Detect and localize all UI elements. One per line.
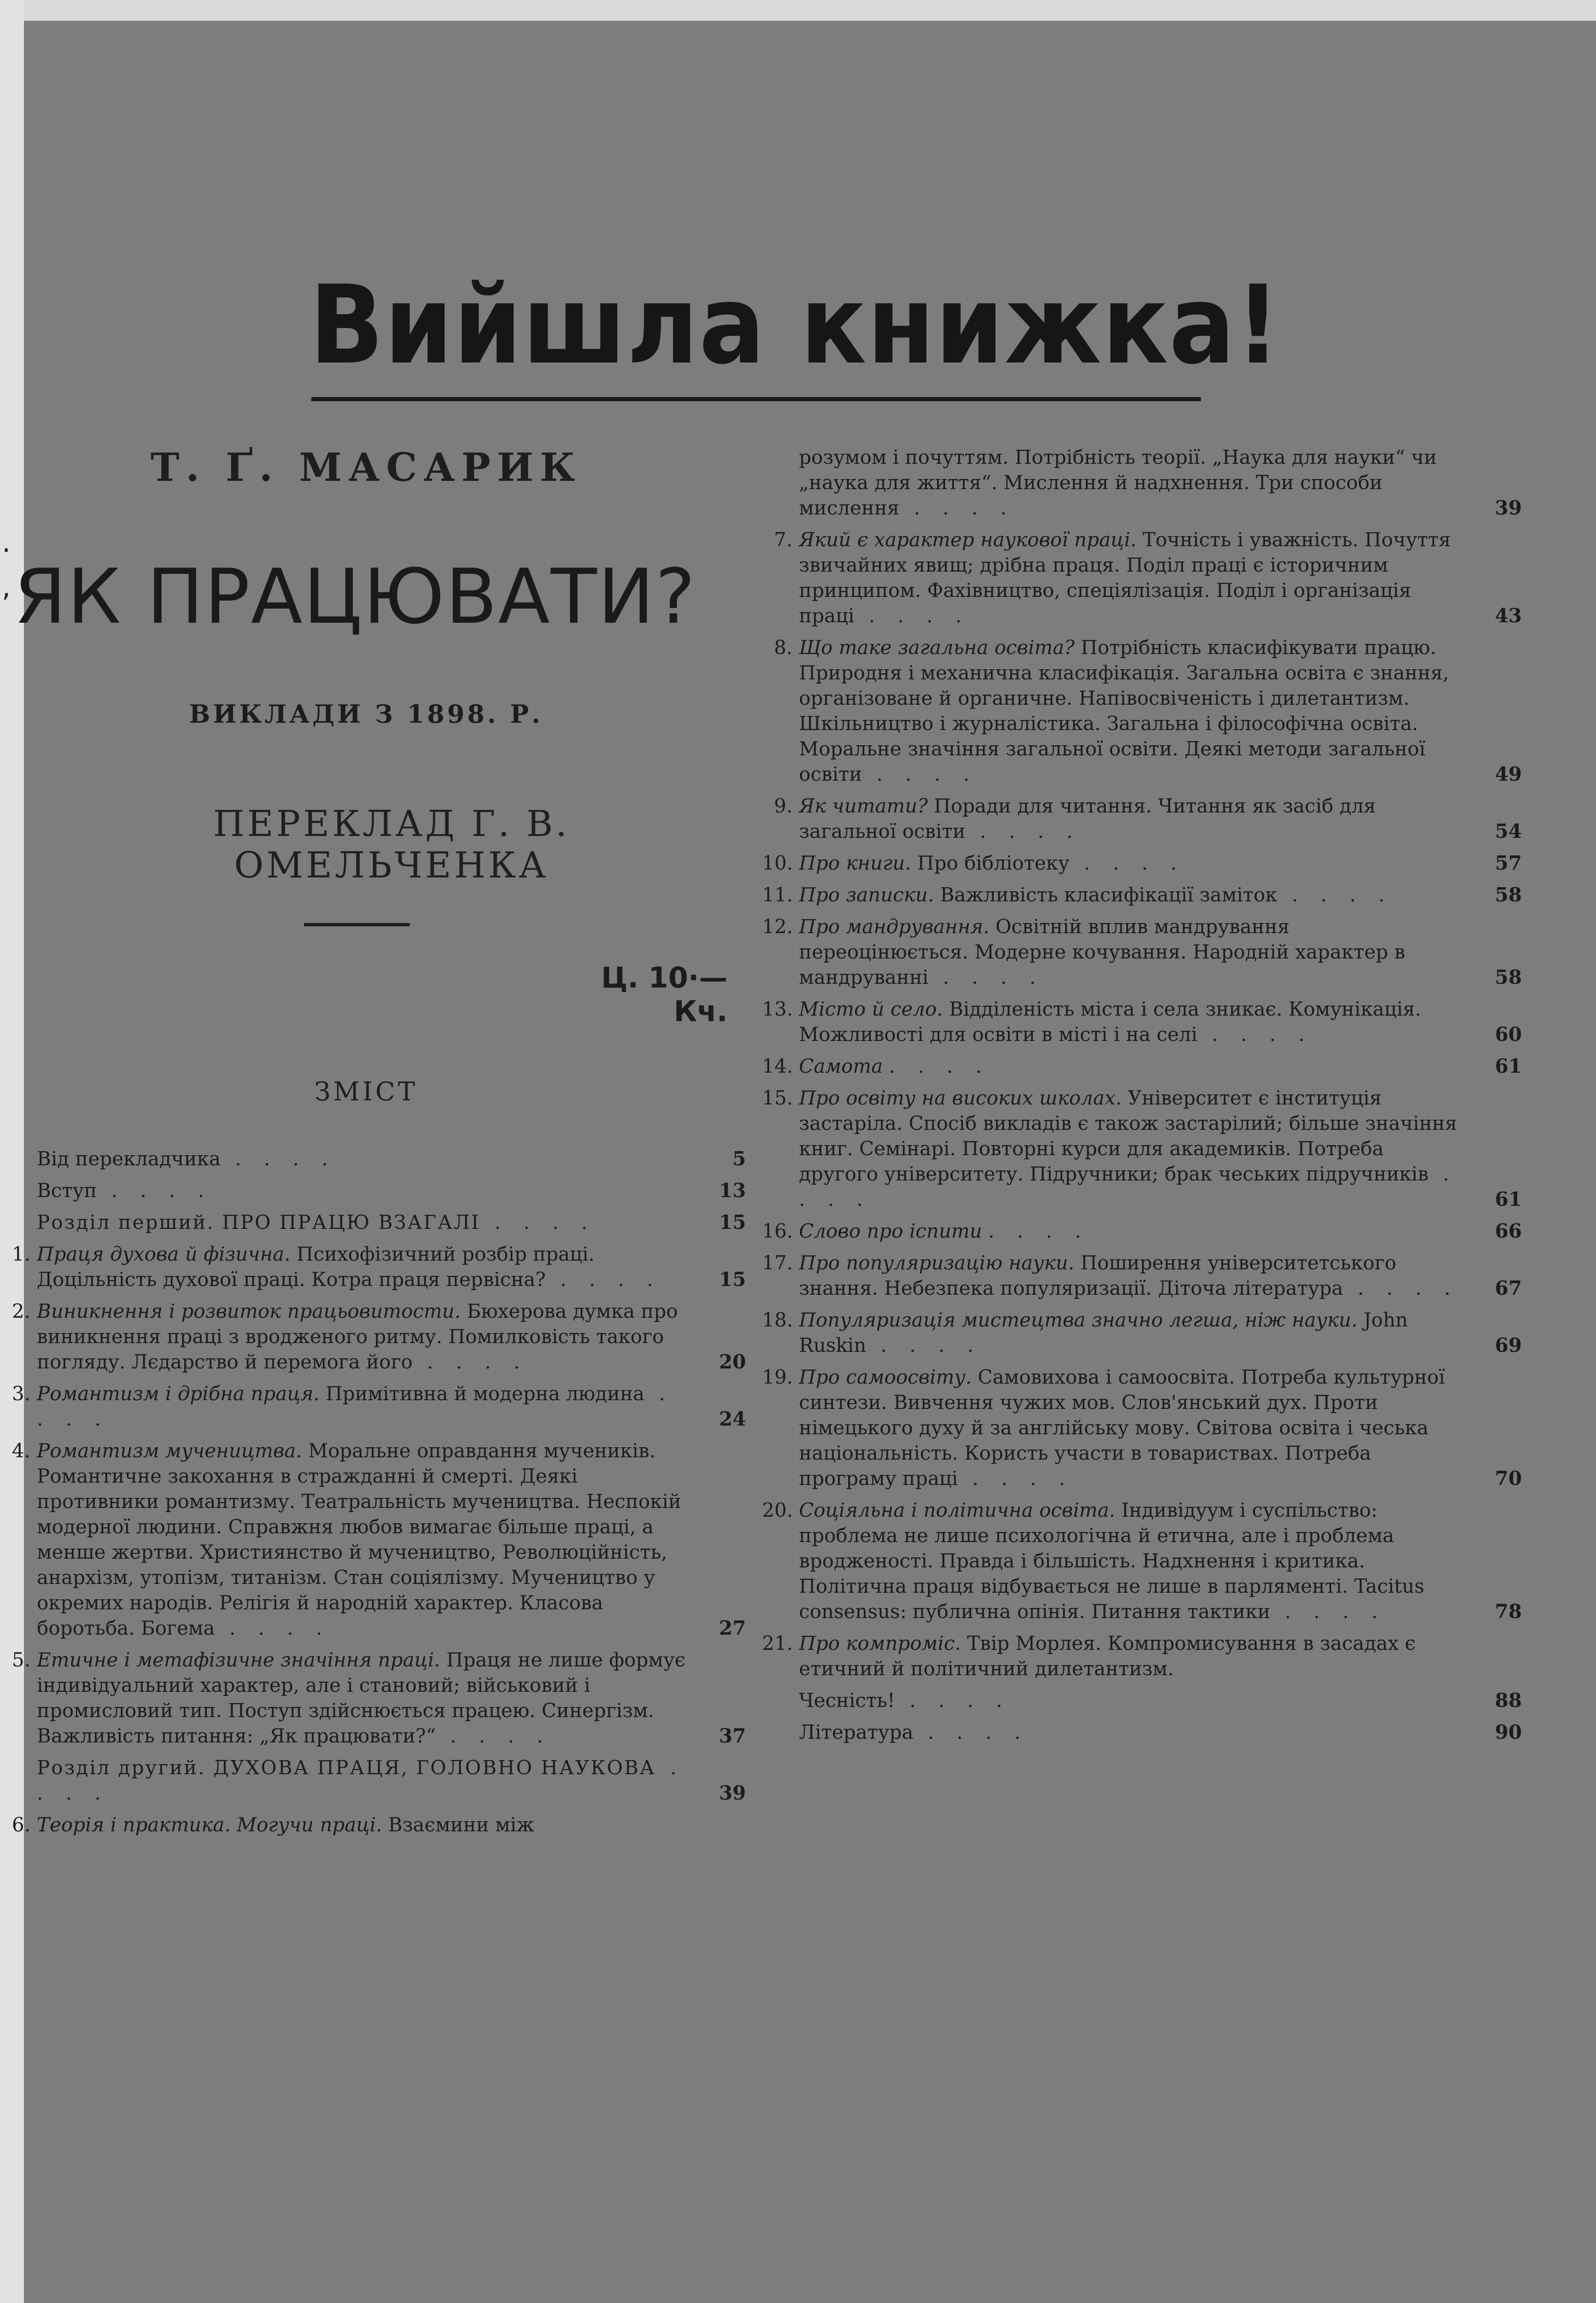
dot-leader: . . . . [37,1756,685,1804]
toc-entry-title: Теорія і практика. Могучи праці. [37,1813,382,1836]
toc-entry-description: Самовихова і самоосвіта. Потреба культурної синтези. Вивчення чужих мов. Слов'янський дух. Проти німецького духу й за англійську мову. Світова освіта і чеська національність. Користь участи в товариствах. Потреба програму праці [799,1366,1445,1490]
scan-margin [0,0,24,2303]
toc-page-number: 43 [1495,604,1522,627]
toc-entry [762,1053,1522,1079]
toc-entry-text [37,1298,686,1374]
dot-leader: . . . . [862,763,978,785]
toc-page-number: 58 [1495,966,1522,988]
toc-entry [12,1381,746,1432]
dot-leader: . . . . [1270,1600,1386,1623]
toc-page-number: 20 [719,1350,746,1373]
toc-entry [799,1719,1522,1745]
toc-entry-number: 10. [762,852,793,874]
toc-entry-description: Примітивна й модерна людина [326,1382,645,1405]
dot-leader: . . . . [958,1467,1073,1490]
toc-entry [762,996,1522,1047]
toc-page-number: 70 [1495,1467,1522,1490]
toc-entry-text [37,1812,686,1837]
toc-entry-description: Вступ [37,1179,97,1202]
edge-mark: , [2,571,11,603]
price: Ц. 10·— Кч. [601,961,728,1028]
dot-leader: . . . . [899,497,1015,519]
toc-entry-description: Бюхерова думка про виникнення праці з вродженого ритму. Помилковість такого погляду. Лєдарство й перемога його [37,1300,678,1373]
toc-entry [799,1688,1522,1713]
toc-entry-description: розумом і почуттям. Потрібність теорії. „Наука для науки“ чи „наука для життя“. Мислення й надхнення. Три способи мислення [799,446,1437,519]
toc-entry-number: 12. [762,915,793,938]
toc-entry-number: 18. [762,1309,793,1331]
toc-entry-text [37,1146,686,1171]
toc-entry-text [799,914,1462,990]
toc-entry-description: Література [799,1721,914,1743]
toc-entry-number: 15. [762,1087,793,1109]
toc-page-number: 69 [1495,1334,1522,1356]
toc-entry-description: Взаємини між [388,1813,535,1836]
toc-entry-text [799,444,1462,520]
toc-entry-text [799,1497,1462,1624]
toc-entry [762,1307,1522,1358]
toc-entry-number: 6. [12,1813,30,1836]
toc-entry-text [799,635,1462,787]
toc-entry [762,914,1522,990]
toc-entry-title: Який є характер наукової праці. [799,528,1136,551]
toc-entry-text [799,527,1462,628]
toc-entry-description: Потрібність класифікувати працю. Природня і механична класифікація. Загальна освіта є знання, організоване й органичне. Напівосвіченість і дилетантизм. Шкільництво і журналістика. Загальна і філософічна освіта. Моральне значіння загальної освіти. Деякі методи загальної освіти [799,636,1449,785]
toc-entry [37,1755,746,1806]
toc-entry-number: 8. [774,636,792,659]
dot-leader: . . . . [1343,1277,1459,1299]
dot-leader: . . . . [220,1147,336,1170]
toc-entry-title: Про мандрування. [799,915,990,938]
dot-leader: . . . . [965,820,1081,842]
toc-page-number: 13 [719,1179,746,1202]
dot-leader: . . . . [866,1334,982,1356]
dot-leader: . . . . [799,1163,1457,1210]
toc-entry-title: Про компроміс. [799,1632,961,1654]
toc-page-number: 24 [719,1408,746,1430]
toc-page-number: 61 [1495,1055,1522,1077]
toc-page-number: 58 [1495,883,1522,906]
toc-page-number: 39 [719,1782,746,1804]
toc-right-column [762,444,1522,1751]
toc-entry-title: Романтизм мучеництва. [37,1439,302,1462]
toc-entry [12,1241,746,1292]
dot-leader: . . . . [436,1724,552,1747]
toc-entry-number: 14. [762,1055,793,1077]
toc-entry [37,1146,746,1171]
toc-entry-description: Розділ перший. ПРО ПРАЦЮ ВЗАГАЛІ [37,1211,480,1233]
dot-leader: . . . . [1069,852,1185,874]
subtitle: ВИКЛАДИ З 1898. Р. [189,699,543,729]
toc-entry-text [799,1719,1462,1745]
toc-entry-description: Освітній вплив мандрування переоцінюється. Модерне кочування. Народній характер в мандруванні [799,915,1405,988]
toc-entry-title: Як читати? [799,795,928,817]
toc-page-number: 88 [1495,1689,1522,1712]
toc-entry-text [37,1178,686,1203]
toc-entry-description: Чесність! [799,1689,895,1712]
dot-leader: . . . . [889,1055,990,1077]
toc-entry [799,444,1522,520]
toc-entry [762,882,1522,907]
toc-entry-number: 3. [12,1382,30,1405]
toc-entry-description: Психофізичний розбір праці. Доцільність духової праці. Котра праця первісна? [37,1243,595,1291]
toc-entry-number: 13. [762,998,793,1020]
toc-entry-text [799,1631,1462,1681]
translator: ПЕРЕКЛАД Г. В. ОМЕЛЬЧЕНКА [213,803,570,886]
toc-entry-description: Розділ другий. ДУХОВА ПРАЦЯ, ГОЛОВНО НАУКОВА [37,1756,656,1779]
toc-entry-title: Про самоосвіту. [799,1366,972,1388]
toc-entry [762,1085,1522,1212]
toc-entry-text [37,1438,686,1641]
dot-leader: . . . . [913,1721,1029,1743]
toc-page-number: 5 [732,1147,746,1170]
toc-entry-title: Про книги. [799,852,911,874]
toc-entry [762,850,1522,876]
toc-entry-title: Етичне і метафізичне значіння праці. [37,1648,440,1671]
toc-entry-number: 21. [762,1632,793,1654]
toc-entry-number: 16. [762,1220,793,1242]
toc-entry-number: 4. [12,1439,30,1462]
toc-entry-title: Про освіту на високих школах. [799,1087,1122,1109]
toc-entry-title: Виникнення і розвиток працьовитости. [37,1300,461,1322]
toc-entry-text [799,793,1462,844]
toc-entry-description: Точність і уважність. Почуття звичайних явищ; дрібна праця. Поділ праці є історичним принципом. Фахівництво, спеціялізація. Поділ і організація праці [799,528,1451,627]
edge-mark: · [2,534,11,567]
toc-entry-description: Моральне оправдання мучеників. Романтичне закохання в стражданні й смерті. Деякі противники романтизму. Театральність мучеництва. Неспокій модерної людини. Справжня любов вимагає більше праці, а менше жертви. Християнство й мучеництво, Революційність, анархізм, утопізм, титанізм. Стан соціялізму. Мучеництво у окремих народів. Релігія й народній характер. Класова боротьба. Богема [37,1439,682,1639]
toc-entry-text [799,1085,1462,1212]
toc-entry-text [799,882,1462,907]
toc-entry [762,1631,1522,1681]
toc-page-number: 78 [1495,1600,1522,1623]
toc-entry [762,1250,1522,1301]
toc-entry-title: Місто й село. [799,998,943,1020]
toc-entry-description: Про бібліотеку [917,852,1070,874]
toc-entry-number: 17. [762,1251,793,1274]
toc-entry-number: 7. [774,528,792,551]
toc-entry [774,527,1522,628]
toc-entry-text [37,1241,686,1292]
toc-page-number: 60 [1495,1023,1522,1046]
toc-page-number: 57 [1495,852,1522,874]
toc-page-number: 15 [719,1211,746,1233]
toc-entry-text [799,996,1462,1047]
dot-leader: . . . . [895,1689,1011,1712]
toc-entry-description: Від перекладчика [37,1147,221,1170]
toc-page-number: 39 [1495,497,1522,519]
toc-entry-text [37,1755,686,1806]
toc-entry-text [799,1688,1462,1713]
dot-leader: . . . . [546,1268,661,1291]
headline: Вийшла книжка! [309,263,1281,388]
toc-page-number: 27 [719,1617,746,1639]
toc-entry-text [799,1053,1462,1079]
toc-entry-number: 11. [762,883,793,906]
toc-entry-title: Самота [799,1055,883,1077]
toc-entry-title: Праця духова й фізична. [37,1243,291,1265]
toc-entry-text [799,1218,1462,1244]
toc-entry [12,1647,746,1748]
toc-entry-title: Романтизм і дрібна праця. [37,1382,320,1405]
dot-leader: . . . . [1277,883,1393,906]
toc-entry-description: John Ruskin [799,1309,1408,1356]
toc-entry-title: Слово про іспити [799,1220,982,1242]
toc-entry-text [799,1250,1462,1301]
toc-entry-title: Що таке загальна освіта? [799,636,1075,659]
divider [304,923,410,926]
toc-entry [762,1497,1522,1624]
toc-entry-title: Про записки. [799,883,934,906]
toc-entry [762,1218,1522,1244]
toc-entry-description: Поради для читання. Читання як засіб для загальної освіти [799,795,1376,842]
toc-page-number: 54 [1495,820,1522,842]
toc-entry-text [799,850,1462,876]
toc-entry-number: 9. [774,795,792,817]
toc-page-number: 37 [719,1724,746,1747]
toc-entry-title: Про популяризацію науки. [799,1251,1074,1274]
toc-entry-text [799,1307,1462,1358]
toc-page-number: 15 [719,1268,746,1291]
toc-entry-description: Індивідуум і суспільство: проблема не лише психологічна й етична, але і проблема вродженості. Правда і більшість. Надхнення і критика. Політична праця відбувається не лише в парляменті. Tacitus consensus: публична опінія. Питання тактики [799,1499,1425,1623]
dot-leader: . . . . [413,1350,528,1373]
dot-leader: . . . . [480,1211,596,1233]
toc-entry-description: Праця не лише формує індивідуальний характер, але і становий; військовий і промисловий тип. Поступ здійснюється працею. Синергізм. Важливість питання: „Як працювати?“ [37,1648,686,1747]
toc-entry-number: 2. [12,1300,30,1322]
toc-entry-number: 19. [762,1366,793,1388]
toc-page-number: 90 [1495,1721,1522,1743]
toc-entry [774,635,1522,787]
toc-entry-description: Важливість класифікації заміток [940,883,1277,906]
toc-entry-text [37,1381,686,1432]
toc-left-column [12,1146,746,1844]
dot-leader: . . . . [854,604,970,627]
book-title: ЯК ПРАЦЮВАТИ? [14,553,696,641]
toc-entry-text [37,1647,686,1748]
dot-leader: . . . . [928,966,1044,988]
dot-leader: . . . . [1197,1023,1313,1046]
headline-underline [311,397,1201,401]
toc-entry-number: 1. [12,1243,30,1265]
toc-entry [37,1210,746,1235]
toc-entry-text [799,1364,1462,1491]
toc-entry-description: Твір Морлея. Компромисування в засадах є етичний й політичний дилетантизм. [799,1632,1416,1680]
dot-leader: . . . . [97,1179,213,1202]
toc-entry-description: Поширення університетського знання. Небезпека популяризації. Діточа література [799,1251,1397,1299]
toc-entry-number: 5. [12,1648,30,1671]
toc-entry [12,1298,746,1374]
toc-entry-description: Відділеність міста і села зникає. Комунікація. Можливості для освіти в місті і на селі [799,998,1421,1046]
toc-entry-number: 20. [762,1499,793,1521]
toc-heading: ЗМІСТ [314,1077,418,1107]
toc-entry [774,793,1522,844]
toc-entry [12,1812,746,1837]
toc-page-number: 49 [1495,763,1522,785]
toc-entry-description: Університет є інституція застаріла. Спосіб викладів є також застарілий; більше значіння книг. Семінарі. Повторні курси для академиків. Потреба другого університету. Підручники; брак чеських підручників [799,1087,1457,1185]
dot-leader: . . . . [37,1382,674,1430]
toc-entry [12,1438,746,1641]
dot-leader: . . . . [988,1220,1089,1242]
dot-leader: . . . . [215,1617,331,1639]
toc-entry [37,1178,746,1203]
toc-page-number: 66 [1495,1220,1522,1242]
toc-entry [762,1364,1522,1491]
toc-entry-title: Соціяльна і політична освіта. [799,1499,1115,1521]
toc-entry-text [37,1210,686,1235]
author: Т. Ґ. МАСАРИК [151,444,582,490]
toc-page-number: 67 [1495,1277,1522,1299]
toc-page-number: 61 [1495,1188,1522,1210]
toc-entry-title: Популяризація мистецтва значно легша, ніж науки. [799,1309,1357,1331]
